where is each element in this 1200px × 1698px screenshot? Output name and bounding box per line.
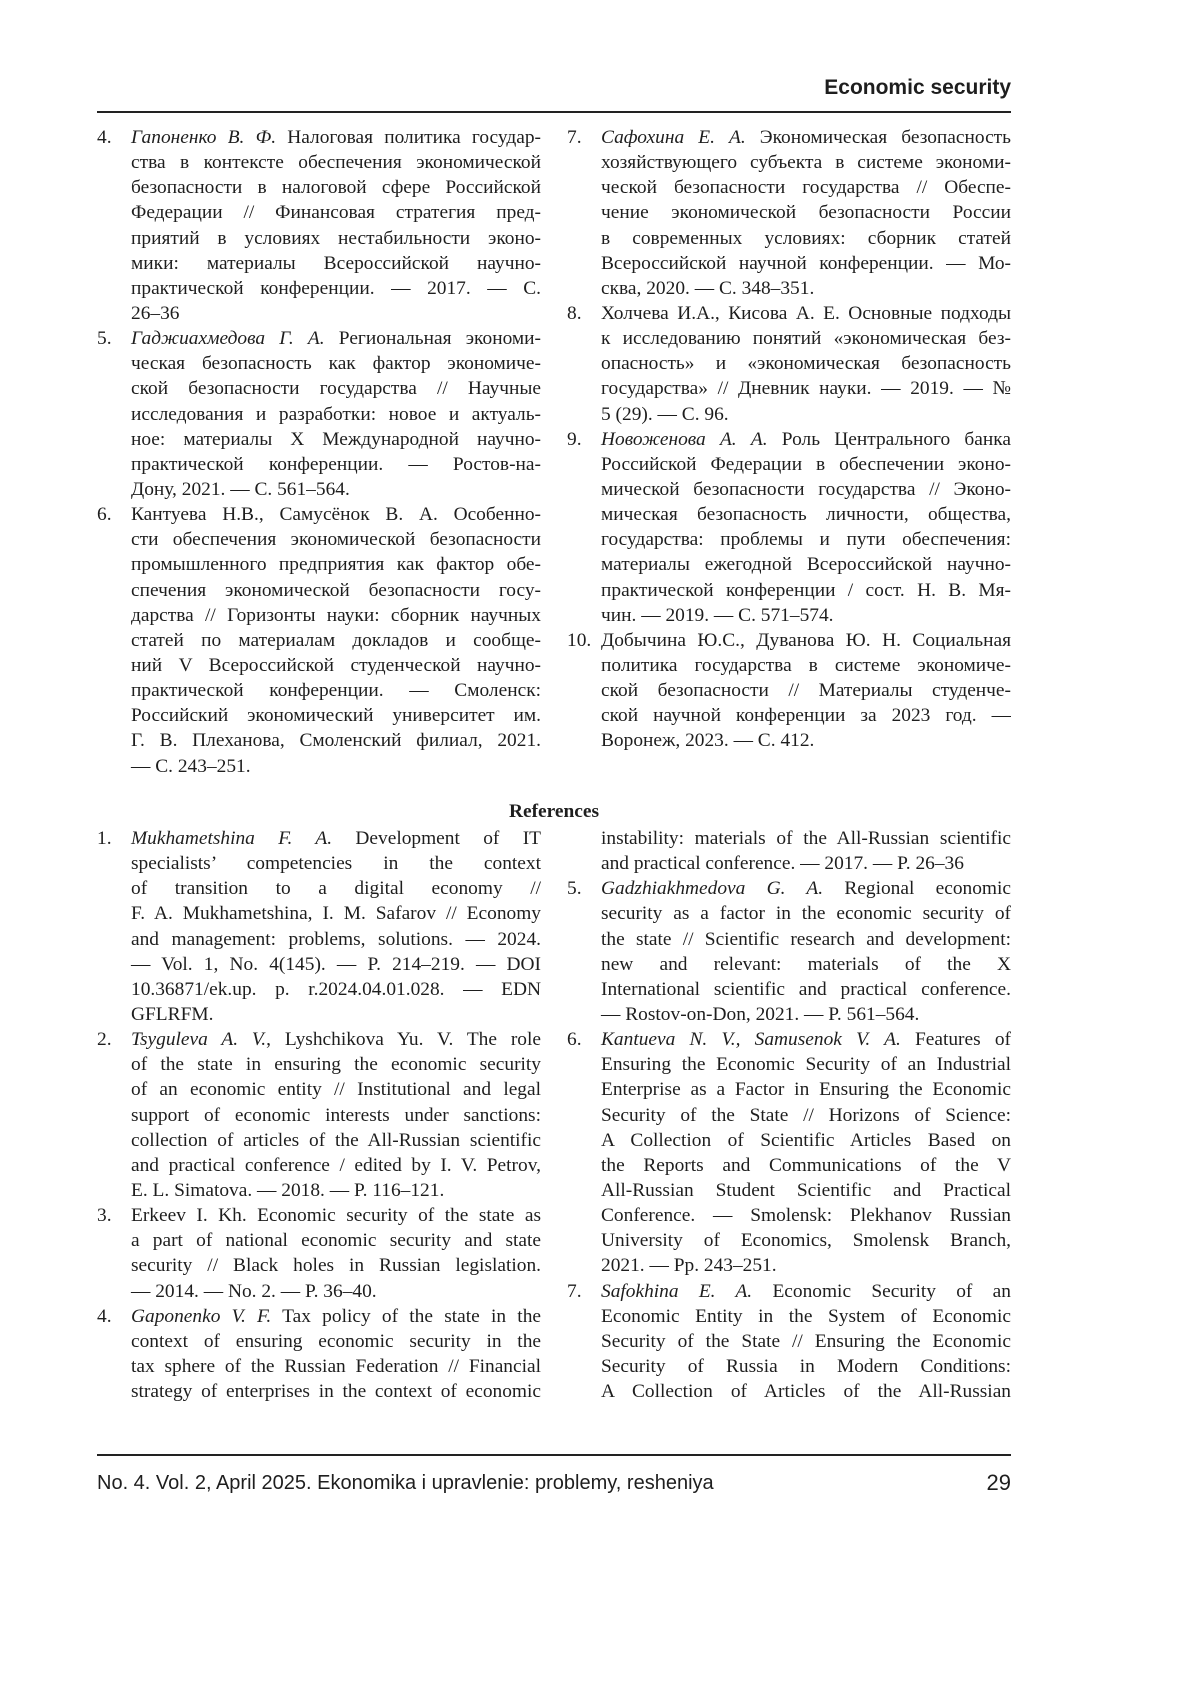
reference-number: 8. (567, 301, 582, 326)
references-left-column (97, 826, 541, 1404)
reference-line (567, 276, 1011, 301)
reference-line (567, 927, 1011, 952)
reference-text: — Vol. 1, No. 4(145). — P. 214–219. — DOI (131, 954, 541, 975)
russian-refs-right-column (567, 125, 1011, 754)
reference-line (97, 1052, 541, 1077)
reference-text: Холчева И.А., Кисова А. Е. Основные подходы (601, 303, 1011, 324)
reference-line (567, 1103, 1011, 1128)
reference-text: опасность» и «экономическая безопасность (601, 353, 1011, 374)
reference-text: — С. 243–251. (131, 756, 251, 777)
reference-line (97, 175, 541, 200)
reference-line (97, 1253, 541, 1278)
reference-number: 4. (97, 1304, 112, 1329)
reference-line (567, 1379, 1011, 1404)
reference-line (567, 1002, 1011, 1027)
reference-text: мической безопасности государства // Эконо- (601, 479, 1011, 500)
reference-number: 7. (567, 1279, 582, 1304)
reference-line (97, 1329, 541, 1354)
reference-line (97, 1228, 541, 1253)
reference-text: a part of national economic security and state (131, 1230, 541, 1251)
reference-line (97, 1203, 541, 1228)
reference-text: 5 (29). — С. 96. (601, 404, 729, 425)
reference-line (567, 552, 1011, 577)
reference-line (97, 452, 541, 477)
reference-number: 6. (97, 502, 112, 527)
reference-line (567, 351, 1011, 376)
reference-line (567, 251, 1011, 276)
reference-text: ное: материалы X Международной научно- (131, 429, 541, 450)
reference-text: support of economic interests under sanctions: (131, 1105, 541, 1126)
reference-entry (97, 326, 541, 502)
reference-line (97, 1128, 541, 1153)
reference-text: исследования и разработки: новое и актуаль- (131, 404, 541, 425)
reference-author: Kantueva N. V., Samusenok V. A. (601, 1029, 901, 1050)
reference-number: 5. (567, 876, 582, 901)
reference-number: 6. (567, 1027, 582, 1052)
reference-line (567, 1354, 1011, 1379)
reference-text: ской научной конференции за 2023 год. — (601, 705, 1011, 726)
reference-text: ской безопасности // Материалы студенче- (601, 680, 1011, 701)
reference-text: спечения экономической безопасности госу- (131, 580, 541, 601)
reference-text: 10.36871/ek.up. p. r.2024.04.01.028. — EDN (131, 979, 541, 1000)
reference-text: — 2014. — No. 2. — P. 36–40. (131, 1281, 377, 1302)
reference-text: Кантуева Н.В., Самусёнок В. А. Особенно- (131, 504, 541, 525)
reference-text: Налоговая политика государ- (276, 127, 541, 148)
reference-line (97, 552, 541, 577)
reference-line (567, 1027, 1011, 1052)
running-header: Economic security (824, 76, 1011, 100)
reference-entry (567, 427, 1011, 628)
reference-text: GFLRFM. (131, 1004, 213, 1025)
reference-text: of transition to a digital economy // (131, 878, 541, 899)
reference-line (567, 125, 1011, 150)
reference-text: дарства // Горизонты науки: сборник научных (131, 605, 541, 626)
reference-line (97, 301, 541, 326)
russian-refs-left-column (97, 125, 541, 779)
reference-line (97, 251, 541, 276)
reference-text: государства» // Дневник науки. — 2019. — № (601, 378, 1011, 399)
reference-text: instability: materials of the All-Russian scientific (601, 828, 1011, 849)
reference-line (567, 452, 1011, 477)
reference-line (567, 200, 1011, 225)
reference-text: Features of (901, 1029, 1011, 1050)
reference-line (97, 376, 541, 401)
reference-text: the Reports and Communications of the V (601, 1155, 1011, 1176)
reference-line (567, 175, 1011, 200)
reference-line (97, 326, 541, 351)
reference-text: ческой безопасности государства // Обеспе- (601, 177, 1011, 198)
reference-text: приятий в условиях нестабильности эконо- (131, 228, 541, 249)
reference-line (567, 527, 1011, 552)
reference-line (567, 728, 1011, 753)
reference-text: к исследованию понятий «экономическая без- (601, 328, 1011, 349)
reference-line (97, 703, 541, 728)
reference-line (97, 578, 541, 603)
reference-text: International scientific and practical conference. (601, 979, 1011, 1000)
reference-entry (567, 826, 1011, 876)
reference-text: Security of Russia in Modern Conditions: (601, 1356, 1011, 1377)
reference-line (567, 1203, 1011, 1228)
reference-entry (567, 1279, 1011, 1405)
reference-entry (97, 826, 541, 1027)
reference-text: and management: problems, solutions. — 2024. (131, 929, 541, 950)
reference-entry (97, 502, 541, 779)
reference-text: security // Black holes in Russian legislation. (131, 1255, 541, 1276)
reference-text: All-Russian Student Scientific and Practical (601, 1180, 1011, 1201)
reference-number: 9. (567, 427, 582, 452)
reference-line (567, 1279, 1011, 1304)
reference-text: A Collection of Scientific Articles Based on (601, 1130, 1011, 1151)
reference-text: and practical conference. — 2017. — P. 26–36 (601, 853, 964, 874)
reference-line (97, 927, 541, 952)
reference-number: 1. (97, 826, 112, 851)
reference-author: Safokhina E. A. (601, 1281, 752, 1302)
reference-line (567, 477, 1011, 502)
reference-author: Gaponenko V. F. (131, 1306, 271, 1327)
reference-line (97, 527, 541, 552)
reference-text: Федерации // Финансовая стратегия пред- (131, 202, 541, 223)
reference-text: Economic Entity in the System of Economic (601, 1306, 1011, 1327)
reference-line (567, 150, 1011, 175)
reference-number: 7. (567, 125, 582, 150)
reference-text: Дону, 2021. — С. 561–564. (131, 479, 350, 500)
reference-text: практической конференции. — Смоленск: (131, 680, 541, 701)
reference-text: A Collection of Articles of the All-Russian (601, 1381, 1011, 1402)
header-rule (97, 111, 1011, 113)
reference-line (567, 628, 1011, 653)
reference-line (567, 977, 1011, 1002)
reference-line (97, 1153, 541, 1178)
reference-line (567, 326, 1011, 351)
reference-line (97, 876, 541, 901)
reference-line (567, 678, 1011, 703)
reference-line (567, 653, 1011, 678)
reference-line (97, 728, 541, 753)
reference-line (567, 402, 1011, 427)
reference-text: Ensuring the Economic Security of an Industrial (601, 1054, 1011, 1075)
reference-text: Erkeev I. Kh. Economic security of the state as (131, 1205, 541, 1226)
reference-text: материалы ежегодной Всероссийской научно- (601, 554, 1011, 575)
reference-text: tax sphere of the Russian Federation // Financial (131, 1356, 541, 1377)
reference-line (567, 603, 1011, 628)
reference-text: collection of articles of the All-Russian scientific (131, 1130, 541, 1151)
reference-text: Роль Центрального банка (768, 429, 1011, 450)
reference-line (97, 653, 541, 678)
reference-text: ства в контексте обеспечения экономической (131, 152, 541, 173)
reference-line (567, 1077, 1011, 1102)
reference-author: Гапоненко В. Ф. (131, 127, 276, 148)
reference-text: Экономическая безопасность (746, 127, 1011, 148)
reference-text: 26–36 (131, 303, 179, 324)
reference-text: мическая безопасность личности, общества, (601, 504, 1011, 525)
reference-line (97, 477, 541, 502)
reference-line (567, 1304, 1011, 1329)
reference-line (567, 226, 1011, 251)
reference-line (97, 1304, 541, 1329)
reference-text: the state // Scientific research and development: (601, 929, 1011, 950)
reference-text: Tax policy of the state in the (271, 1306, 541, 1327)
reference-text: ской безопасности государства // Научные (131, 378, 541, 399)
reference-line (97, 1103, 541, 1128)
reference-number: 3. (97, 1203, 112, 1228)
reference-entry (97, 1304, 541, 1405)
reference-line (567, 1153, 1011, 1178)
reference-line (567, 502, 1011, 527)
reference-text: Regional economic (823, 878, 1011, 899)
reference-line (97, 977, 541, 1002)
reference-text: безопасности в налоговой сфере Российской (131, 177, 541, 198)
reference-number: 2. (97, 1027, 112, 1052)
reference-text: and practical conference / edited by I. V. Petrov, (131, 1155, 541, 1176)
reference-text: University of Economics, Smolensk Branch, (601, 1230, 1011, 1251)
reference-line (97, 1178, 541, 1203)
reference-author: Сафохина Е. А. (601, 127, 746, 148)
reference-text: государства: проблемы и пути обеспечения: (601, 529, 1011, 550)
reference-line (567, 1178, 1011, 1203)
reference-line (567, 1228, 1011, 1253)
reference-text: ческая безопасность как фактор экономиче- (131, 353, 541, 374)
reference-line (97, 1279, 541, 1304)
reference-line (97, 1002, 541, 1027)
reference-text: Economic Security of an (752, 1281, 1011, 1302)
reference-text: Добычина Ю.С., Дуванова Ю. Н. Социальная (601, 630, 1011, 651)
reference-number: 4. (97, 125, 112, 150)
references-right-column (567, 826, 1011, 1404)
reference-line (567, 851, 1011, 876)
reference-line (97, 1077, 541, 1102)
reference-text: чин. — 2019. — С. 571–574. (601, 605, 834, 626)
reference-text: ний V Всероссийской студенческой научно- (131, 655, 541, 676)
reference-text: мики: материалы Всероссийской научно- (131, 253, 541, 274)
reference-line (567, 1253, 1011, 1278)
reference-text: context of ensuring economic security in the (131, 1331, 541, 1352)
reference-text: security as a factor in the economic security of (601, 903, 1011, 924)
reference-line (97, 1379, 541, 1404)
reference-text: of an economic entity // Institutional and legal (131, 1079, 541, 1100)
reference-text: Enterprise as a Factor in Ensuring the Economic (601, 1079, 1011, 1100)
reference-text: хозяйствующего субъекта в системе экономи- (601, 152, 1011, 173)
reference-text: E. L. Simatova. — 2018. — P. 116–121. (131, 1180, 444, 1201)
reference-text: Региональная экономи- (325, 328, 541, 349)
reference-line (97, 351, 541, 376)
reference-text: Security of the State // Horizons of Science: (601, 1105, 1011, 1126)
reference-line (97, 603, 541, 628)
reference-text: specialists’ competencies in the context (131, 853, 541, 874)
reference-text: сква, 2020. — С. 348–351. (601, 278, 814, 299)
reference-line (97, 851, 541, 876)
reference-line (567, 876, 1011, 901)
reference-entry (97, 125, 541, 326)
reference-line (97, 901, 541, 926)
references-heading: References (0, 801, 1108, 823)
reference-author: Гаджиахмедова Г. А. (131, 328, 325, 349)
reference-text: Воронеж, 2023. — С. 412. (601, 730, 814, 751)
reference-text: сти обеспечения экономической безопасности (131, 529, 541, 550)
reference-entry (97, 1027, 541, 1203)
reference-text: F. A. Mukhametshina, I. M. Safarov // Economy (131, 903, 541, 924)
reference-line (97, 754, 541, 779)
reference-line (97, 402, 541, 427)
reference-author: Новоженова А. А. (601, 429, 768, 450)
reference-text: 2021. — Pp. 243–251. (601, 1255, 777, 1276)
reference-text: of the state in ensuring the economic security (131, 1054, 541, 1075)
reference-entry (97, 1203, 541, 1304)
reference-author: Gadzhiakhmedova G. A. (601, 878, 823, 899)
reference-entry (567, 125, 1011, 301)
reference-line (97, 952, 541, 977)
reference-line (97, 502, 541, 527)
reference-line (567, 952, 1011, 977)
reference-text: new and relevant: materials of the X (601, 954, 1011, 975)
reference-text: статей по материалам докладов и сообще- (131, 630, 541, 651)
footer-citation: No. 4. Vol. 2, April 2025. Ekonomika i upravlenie: problemy, resheniya (97, 1472, 714, 1495)
reference-line (97, 226, 541, 251)
reference-text: чение экономической безопасности России (601, 202, 1011, 223)
reference-line (567, 1329, 1011, 1354)
reference-text: , Lyshchikova Yu. V. The role (266, 1029, 541, 1050)
reference-line (97, 1354, 541, 1379)
reference-text: Security of the State // Ensuring the Economic (601, 1331, 1011, 1352)
reference-author: Tsyguleva A. V. (131, 1029, 266, 1050)
reference-text: Conference. — Smolensk: Plekhanov Russian (601, 1205, 1011, 1226)
reference-line (567, 427, 1011, 452)
reference-text: практической конференции / сост. Н. В. Мя- (601, 580, 1011, 601)
reference-line (567, 376, 1011, 401)
reference-text: промышленного предприятия как фактор обе- (131, 554, 541, 575)
page-number: 29 (987, 1470, 1011, 1496)
reference-text: — Rostov-on-Don, 2021. — P. 561–564. (601, 1004, 919, 1025)
reference-text: strategy of enterprises in the context of economic (131, 1381, 541, 1402)
reference-line (97, 427, 541, 452)
reference-line (97, 628, 541, 653)
reference-text: Российской Федерации в обеспечении эконо- (601, 454, 1011, 475)
reference-line (567, 1128, 1011, 1153)
footer-rule (97, 1454, 1011, 1456)
reference-line (567, 826, 1011, 851)
reference-text: практической конференции. — 2017. — С. (131, 278, 541, 299)
reference-line (97, 678, 541, 703)
reference-line (567, 1052, 1011, 1077)
reference-line (97, 1027, 541, 1052)
reference-entry (567, 628, 1011, 754)
reference-line (97, 276, 541, 301)
reference-line (567, 901, 1011, 926)
reference-line (567, 703, 1011, 728)
reference-number: 10. (567, 628, 591, 653)
reference-text: Всероссийской научной конференции. — Мо- (601, 253, 1011, 274)
reference-text: Российский экономический университет им. (131, 705, 541, 726)
reference-text: Development of IT (332, 828, 541, 849)
reference-text: в современных условиях: сборник статей (601, 228, 1011, 249)
reference-text: Г. В. Плеханова, Смоленский филиал, 2021. (131, 730, 541, 751)
reference-line (97, 826, 541, 851)
reference-line (567, 301, 1011, 326)
reference-line (567, 578, 1011, 603)
reference-author: Mukhametshina F. A. (131, 828, 332, 849)
reference-line (97, 125, 541, 150)
reference-line (97, 200, 541, 225)
reference-number: 5. (97, 326, 112, 351)
reference-entry (567, 876, 1011, 1027)
reference-text: практической конференции. — Ростов-на- (131, 454, 541, 475)
reference-entry (567, 1027, 1011, 1278)
reference-entry (567, 301, 1011, 427)
reference-line (97, 150, 541, 175)
reference-text: политика государства в системе экономиче- (601, 655, 1011, 676)
